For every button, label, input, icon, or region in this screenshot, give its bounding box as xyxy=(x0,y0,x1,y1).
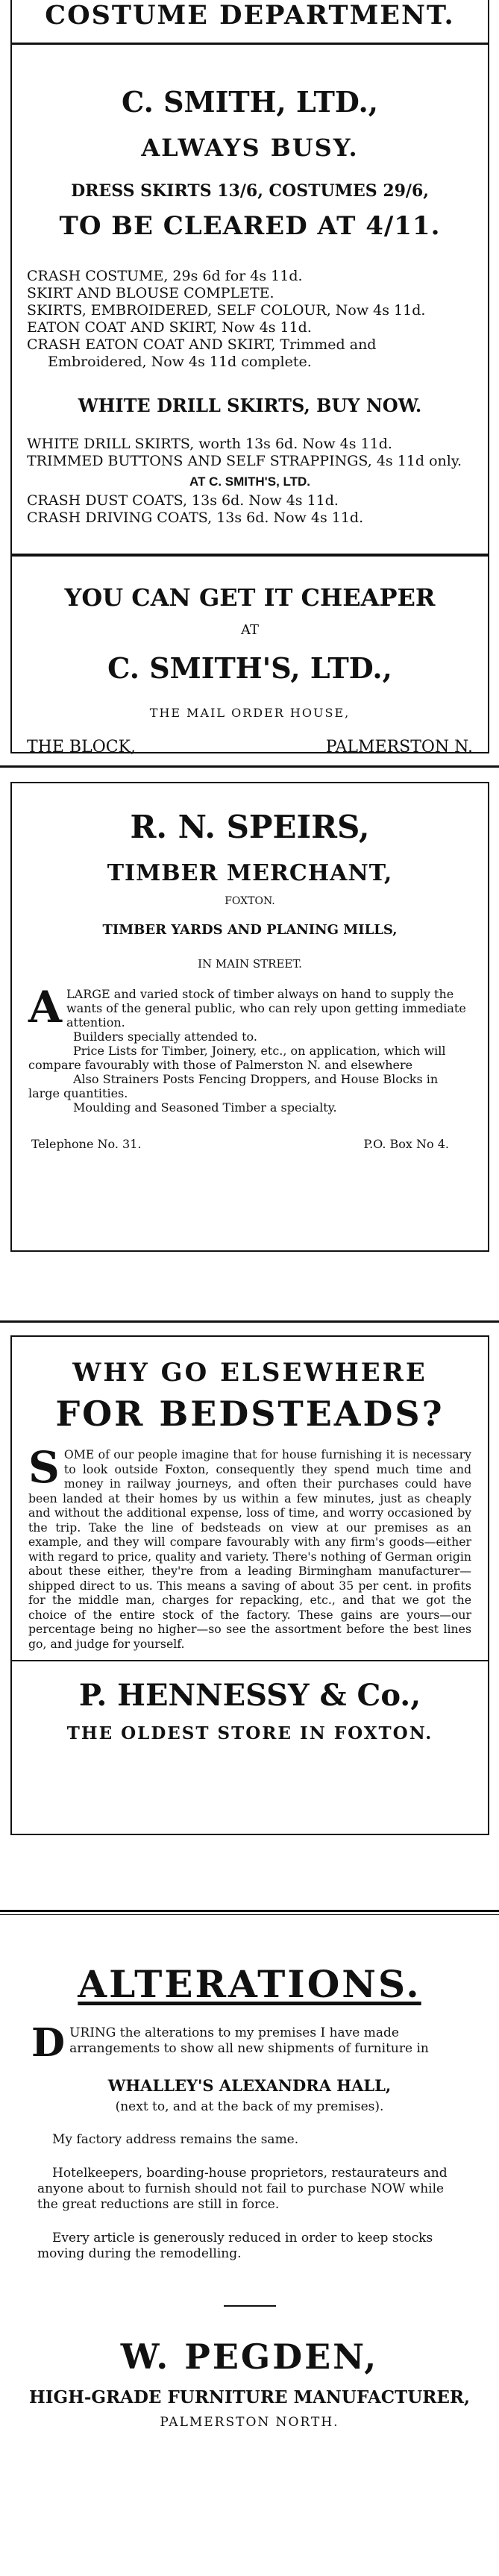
timber-body xyxy=(28,982,471,1115)
merchant-name: R. N. SPEIRS, xyxy=(130,809,370,845)
list-item: SKIRT AND BLOUSE COMPLETE. xyxy=(27,285,274,301)
slogan: ALWAYS BUSY. xyxy=(141,134,359,162)
divider xyxy=(0,765,499,768)
list-item: CRASH DRIVING COATS, 13s 6d. Now 4s 11d. xyxy=(27,510,364,526)
list-item: TRIMMED BUTTONS AND SELF STRAPPINGS, 4s 11d only. xyxy=(27,453,462,469)
item-list-2 xyxy=(27,436,473,470)
alterations-body xyxy=(16,2020,483,2066)
merchant-town: FOXTON. xyxy=(225,895,275,907)
list-item: CRASH DUST COATS, 13s 6d. Now 4s 11d. xyxy=(27,492,339,509)
list-item: CRASH EATON COAT AND SKIRT, Trimmed and Embroidered, Now 4s 11d complete. xyxy=(27,336,377,370)
list-item: WHITE DRILL SKIRTS, worth 13s 6d. Now 4s 11d. xyxy=(27,436,392,452)
paragraph: URING the alterations to my premises I have made arrangements to show all new shipments of furniture in xyxy=(69,2025,429,2056)
drop-cap: D xyxy=(31,2020,66,2066)
paragraph: Price Lists for Timber, Joinery, etc., on application, which will compare favourably with those of Palmerston N. and elsewhere xyxy=(28,1044,446,1072)
divider xyxy=(0,1910,499,1912)
at-smiths-line: AT C. SMITH'S, LTD. xyxy=(189,474,311,489)
item-list-1 xyxy=(27,268,473,371)
list-item: EATON COAT AND SKIRT, Now 4s 11d. xyxy=(27,319,312,336)
address-right: PALMERSTON N. xyxy=(325,738,473,756)
divider xyxy=(0,1914,499,1915)
timber-merchant-ad xyxy=(10,782,489,1252)
hall-name: WHALLEY'S ALEXANDRA HALL, xyxy=(107,2076,392,2095)
street-line: IN MAIN STREET. xyxy=(198,957,302,971)
drop-cap: A xyxy=(28,982,63,1032)
headline-line-1: WHY GO ELSEWHERE xyxy=(72,1358,427,1388)
alterations-ad xyxy=(0,1962,499,2576)
list-item: SKIRTS, EMBROIDERED, SELF COLOUR, Now 4s 11d. xyxy=(27,302,426,319)
paragraph: Hotelkeepers, boarding-house proprietors, restaurateurs and anyone about to furnish should not fail to purchase NOW while the great reductions are still in force. xyxy=(37,2166,448,2212)
paragraph: LARGE and varied stock of timber always on hand to supply the wants of the general public, who can rely upon getting immediate attention. xyxy=(66,987,466,1030)
pegden-name: W. PEGDEN, xyxy=(120,2337,379,2377)
costume-department-ad xyxy=(10,0,489,756)
pegden-town: PALMERSTON NORTH. xyxy=(160,2415,339,2430)
headline-line-2: FOR BEDSTEADS? xyxy=(55,1394,445,1434)
timber-yards-line: TIMBER YARDS AND PLANING MILLS, xyxy=(102,922,398,938)
address-left: THE BLOCK, xyxy=(27,738,136,756)
company-name-footer: C. SMITH'S, LTD., xyxy=(107,651,392,685)
bedsteads-body xyxy=(28,1442,471,1651)
clearance-line: TO BE CLEARED AT 4/11. xyxy=(59,211,441,241)
address-row xyxy=(27,738,473,756)
divider xyxy=(0,1320,499,1323)
paragraph: Every article is generously reduced in order to keep stocks moving during the remodelling. xyxy=(37,2231,433,2261)
paragraph: Moulding and Seasoned Timber a specialty. xyxy=(73,1100,337,1115)
pegden-trade: HIGH-GRADE FURNITURE MANUFACTURER, xyxy=(28,2387,471,2407)
telephone: Telephone No. 31. xyxy=(31,1137,142,1151)
price-line: DRESS SKIRTS 13/6, COSTUMES 29/6, xyxy=(71,181,429,201)
contact-row xyxy=(28,1137,471,1151)
list-item: CRASH COSTUME, 29s 6d for 4s 11d. xyxy=(27,268,303,284)
short-rule xyxy=(224,2305,276,2307)
alterations-paragraphs xyxy=(16,2132,483,2262)
at-word: AT xyxy=(240,622,260,638)
paragraph: Builders specially attended to. xyxy=(73,1030,257,1044)
alterations-title: ALTERATIONS. xyxy=(78,1962,421,2006)
drop-cap: S xyxy=(28,1442,60,1493)
hennessy-tagline: THE OLDEST STORE IN FOXTON. xyxy=(66,1723,433,1743)
cheaper-line: YOU CAN GET IT CHEAPER xyxy=(64,583,436,612)
white-drill-heading: WHITE DRILL SKIRTS, BUY NOW. xyxy=(78,395,422,416)
merchant-trade: TIMBER MERCHANT, xyxy=(107,860,393,886)
costume-department-heading: COSTUME DEPARTMENT. xyxy=(45,0,455,31)
mail-order-line: THE MAIL ORDER HOUSE, xyxy=(149,706,351,720)
hennessy-name: P. HENNESSY & Co., xyxy=(78,1678,421,1713)
bedsteads-ad xyxy=(10,1335,489,1835)
hall-note: (next to, and at the back of my premises). xyxy=(115,2099,384,2114)
paragraph: My factory address remains the same. xyxy=(52,2132,299,2147)
company-name: C. SMITH, LTD., xyxy=(122,85,378,119)
paragraph: Also Strainers Posts Fencing Droppers, and House Blocks in large quantities. xyxy=(28,1072,439,1100)
item-list-3 xyxy=(27,492,473,527)
paragraph: OME of our people imagine that for house furnishing it is necessary to look outside Foxton, consequently they spend much time and money in railway journeys, and often their purchases could have been landed at their homes by us within a few minutes, just as cheaply and without the additional expense, loss of time, and worry occasioned by the trip. Take the line of bedsteads on view at our premises as an example, and they will compare favourably with any firm's goods—either with regard to price, quality and variety. There's nothing of German origin about these either, they're from a leading Birmingham manufacturer—shipped direct to us. This means a saving of about 35 per cent. in profits for the middle man, charges for repacking, etc., and that we got the choice of the entire stock of the factory. These gains are yours—our percentage being no higher—so see the assortment before the best lines go, and judge for yourself. xyxy=(28,1447,471,1651)
po-box: P.O. Box No 4. xyxy=(363,1137,449,1151)
